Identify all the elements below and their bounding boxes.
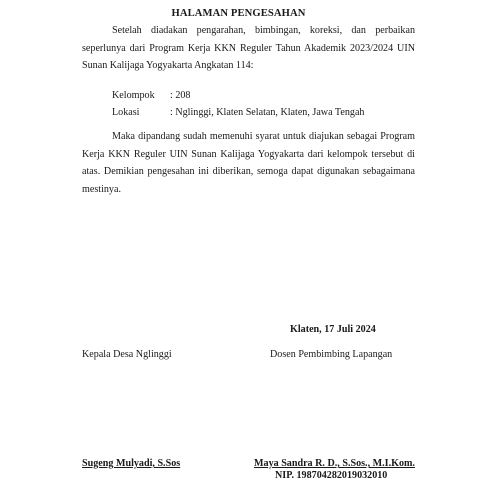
signature-role-right: Dosen Pembimbing Lapangan bbox=[270, 349, 393, 360]
info-label-kelompok: Kelompok bbox=[112, 90, 155, 101]
signature-nip-right: NIP. 198704282019032010 bbox=[275, 470, 388, 481]
signature-name-left: Sugeng Mulyadi, S.Sos bbox=[82, 458, 181, 469]
info-value-lokasi: : Nglinggi, Klaten Selatan, Klaten, Jawa Tengah bbox=[170, 107, 365, 118]
closing-paragraph: Maka dipandang sudah memenuhi syarat untuk diajukan sebagai Program Kerja KKN Reguler UIN Sunan Kalijaga Yogyakarta dari kelompok tersebut di atas. Demikian pengesahan ini diberikan, semoga dapat digunakan sebagaimana mestinya. bbox=[82, 131, 415, 195]
page-title: HALAMAN PENGESAHAN bbox=[171, 8, 306, 19]
place-date: Klaten, 17 Juli 2024 bbox=[290, 324, 376, 335]
info-row-kelompok bbox=[112, 90, 190, 101]
intro-paragraph: Setelah diadakan pengarahan, bimbingan, koreksi, dan perbaikan seperlunya dari Program Kerja KKN Reguler Tahun Akademik 2023/2024 UIN Sunan Kalijaga Yogyakarta Angkatan 114: bbox=[82, 25, 415, 72]
info-row-lokasi bbox=[112, 107, 364, 118]
signature-name-right: Maya Sandra R. D., S.Sos., M.I.Kom. bbox=[254, 458, 415, 469]
info-value-kelompok: : 208 bbox=[170, 90, 191, 101]
info-label-lokasi: Lokasi bbox=[112, 107, 140, 118]
signature-role-left: Kepala Desa Nglinggi bbox=[82, 349, 172, 360]
